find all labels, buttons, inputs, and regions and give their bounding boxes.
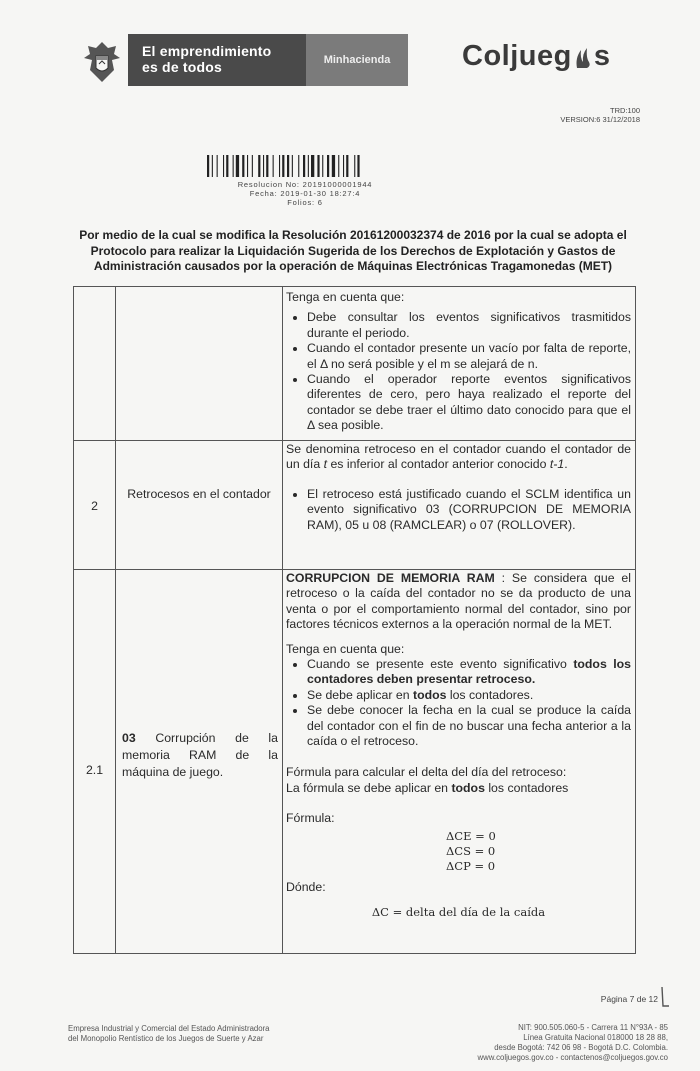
barcode-bar — [226, 155, 228, 177]
formula-cs: ΔCS = 0 — [446, 843, 496, 858]
barcode-bar — [207, 155, 209, 177]
barcode-bar — [273, 155, 274, 177]
row-divider — [74, 440, 635, 441]
footer-contact-line: desde Bogotá: 742 06 98 - Bogotá D.C. Colombia. — [494, 1043, 668, 1052]
trd-line: TRD:100 — [609, 106, 640, 115]
formula-label: Fórmula: — [286, 811, 335, 826]
barcode-bar — [357, 155, 359, 177]
footer-entity — [68, 1024, 270, 1044]
barcode-bar — [233, 155, 234, 177]
footer-contact-line: www.coljuegos.gov.co - contactenos@coljuegos.gov.co — [477, 1053, 668, 1062]
row3-b1-text: Cuando se presente este evento significativo — [307, 657, 574, 672]
row3-label — [116, 730, 282, 781]
formula-intro: Fórmula para calcular el delta del día del retroceso: — [286, 765, 567, 780]
row3-label-text: Corrupción de la memoria RAM de la máquina de juego. — [122, 731, 278, 779]
row1-bullet: • Cuando el contador presente un vacío por falta de reporte, el Δ no será posible y el m se alejará de n. — [307, 341, 631, 372]
formula-scope-b: los contadores — [484, 780, 569, 795]
formula-scope-bold: todos — [451, 780, 485, 795]
coljuegos-logo — [462, 40, 610, 73]
barcode-bar — [279, 155, 280, 177]
radicado-barcode — [207, 155, 403, 177]
row2-def-t1: t-1 — [549, 457, 565, 472]
row2-def-t: t — [323, 457, 328, 472]
formula-scope — [286, 781, 631, 796]
footer-contact-line: Línea Gratuita Nacional 018000 18 28 88, — [523, 1033, 668, 1042]
row3-bullet: • Se debe conocer la fecha en la cual se produce la caída del contador con el fin de no buscar una fecha anterior a la caída o el retroceso. — [307, 703, 631, 749]
version-line: VERSION:6 31/12/2018 — [560, 115, 640, 124]
row3-bullet — [307, 688, 631, 703]
barcode-bar — [212, 155, 213, 177]
barcode-bar — [263, 155, 264, 177]
barcode-bar — [287, 155, 289, 177]
row2-number: 2 — [91, 499, 98, 513]
footer-contact-line: NIT: 900.505.060-5 - Carrera 11 N°93A - 85 — [518, 1023, 668, 1032]
barcode-bar — [322, 155, 323, 177]
formula-scope-a: La fórmula se debe aplicar en — [286, 780, 452, 795]
document-title: Por medio de la cual se modifica la Resolución 20161200032374 de 2016 por la cual se adopta el Protocolo para realizar la Liquidación Sugerida de los Derechos de Explotación y Gastos de Administración causados por la operación de Máquinas Electrónicas Tragamonedas (MET) — [79, 228, 627, 273]
row2-label: Retrocesos en el contador — [127, 487, 271, 501]
protocol-table — [73, 286, 636, 954]
barcode-bar — [311, 155, 314, 177]
page-number: Página 7 de 12 — [600, 994, 658, 1004]
row3-def-title: CORRUPCION DE MEMORIA RAM — [286, 571, 495, 585]
barcode-bar — [346, 155, 348, 177]
barcode-bar — [292, 155, 293, 177]
banner-slogan-line-2: es de todos — [142, 59, 222, 75]
row1-content — [286, 290, 631, 434]
colombia-coat-of-arms-icon — [82, 40, 122, 84]
row3-intro: Tenga en cuenta que: — [286, 641, 405, 656]
row2-def-c: . — [564, 457, 568, 472]
donde-label: Dónde: — [286, 879, 326, 894]
barcode-bar — [242, 155, 244, 177]
barcode-bar — [338, 155, 339, 177]
row3-b1-bold: todos los contadores deben presentar retroceso. — [307, 657, 631, 687]
radicado-info — [215, 180, 395, 207]
row2-content — [286, 442, 631, 533]
formula-ce: ΔCE = 0 — [446, 828, 496, 843]
row2-bullet: • El retroceso está justificado cuando el SCLM identifica un evento significativo 03 (CORRUPCION DE MEMORIA RAM), 05 u 08 (RAMCLEAR) o 07 (ROLLOVER). — [307, 487, 631, 533]
brand-text-prefix: Coljueg — [462, 40, 572, 72]
row3-content — [286, 571, 631, 920]
row3-bullets — [286, 657, 631, 749]
row3-number: 2.1 — [85, 763, 104, 777]
barcode-bar — [236, 155, 239, 177]
resolution-folios: Folios: 6 — [287, 198, 323, 207]
barcode-bar — [327, 155, 329, 177]
barcode-bar — [247, 155, 248, 177]
formula-block — [366, 829, 631, 874]
row3-def-text: : Se considera que el retroceso o la caída del contador no se da producto de una venta o por el comportamiento normal del contador, sino por factores técnicos externos a la operación normal de la MET. — [286, 571, 631, 632]
government-banner — [128, 34, 408, 86]
formula-delta-def: ΔC = delta del día de la caída — [371, 905, 546, 920]
row1-bullet: • Cuando el operador reporte eventos significativos diferentes de cero, pero haya realizado el reporte del contador se debe traer el último dato conocido para que el Δ sea posible. — [307, 372, 631, 434]
row1-bullets — [286, 310, 631, 433]
barcode-bar — [223, 155, 224, 177]
barcode-bar — [308, 155, 309, 177]
barcode-bar — [258, 155, 260, 177]
barcode-bar — [298, 155, 299, 177]
barcode-bar — [303, 155, 305, 177]
footer-entity-line: Empresa Industrial y Comercial del Estado Administradora — [68, 1024, 270, 1033]
col-divider — [282, 287, 283, 953]
row3-definition — [286, 571, 631, 633]
banner-slogan — [128, 34, 306, 86]
barcode-bar — [266, 155, 268, 177]
col-divider — [115, 287, 116, 953]
row2-def-b: es inferior al contador anterior conocido — [327, 457, 550, 472]
barcode-bar — [317, 155, 319, 177]
page-corner-mark-icon — [660, 986, 670, 1008]
footer-entity-line: del Monopolio Rentístico de los Juegos de Suerte y Azar — [68, 1034, 264, 1043]
barcode-bar — [332, 155, 335, 177]
barcode-bar — [217, 155, 218, 177]
barcode-bar — [282, 155, 284, 177]
coljuegos-flame-icon — [573, 44, 593, 70]
footer-contact — [477, 1023, 668, 1063]
row3-label-code: 03 — [122, 731, 136, 745]
row1-intro: Tenga en cuenta que: — [286, 290, 405, 304]
row-divider — [74, 569, 635, 570]
row2-bullets — [286, 487, 631, 533]
row2-definition — [286, 442, 631, 473]
barcode-bar — [343, 155, 344, 177]
brand-text-suffix: s — [593, 40, 611, 72]
barcode-bar — [354, 155, 355, 177]
row2-def-a: Se denomina retroceso en el contador cuando el contador de un día — [286, 442, 631, 472]
banner-ministry: Minhacienda — [306, 34, 408, 86]
barcode-bar — [252, 155, 253, 177]
row3-b2-text: Se debe aplicar en — [307, 687, 413, 702]
trd-version — [560, 106, 640, 124]
row1-bullet: • Debe consultar los eventos significativos trasmitidos durante el periodo. — [307, 310, 631, 341]
resolution-number: Resolucion No: 20191000001944 — [237, 180, 373, 189]
row3-b2-tail: los contadores. — [446, 687, 534, 702]
row3-bullet — [307, 657, 631, 688]
resolution-date: Fecha: 2019-01-30 18:27:4 — [249, 189, 361, 198]
row3-b2-bold: todos — [412, 687, 447, 702]
banner-slogan-line-1: El emprendimiento — [142, 43, 272, 59]
formula-cp: ΔCP = 0 — [446, 858, 496, 873]
